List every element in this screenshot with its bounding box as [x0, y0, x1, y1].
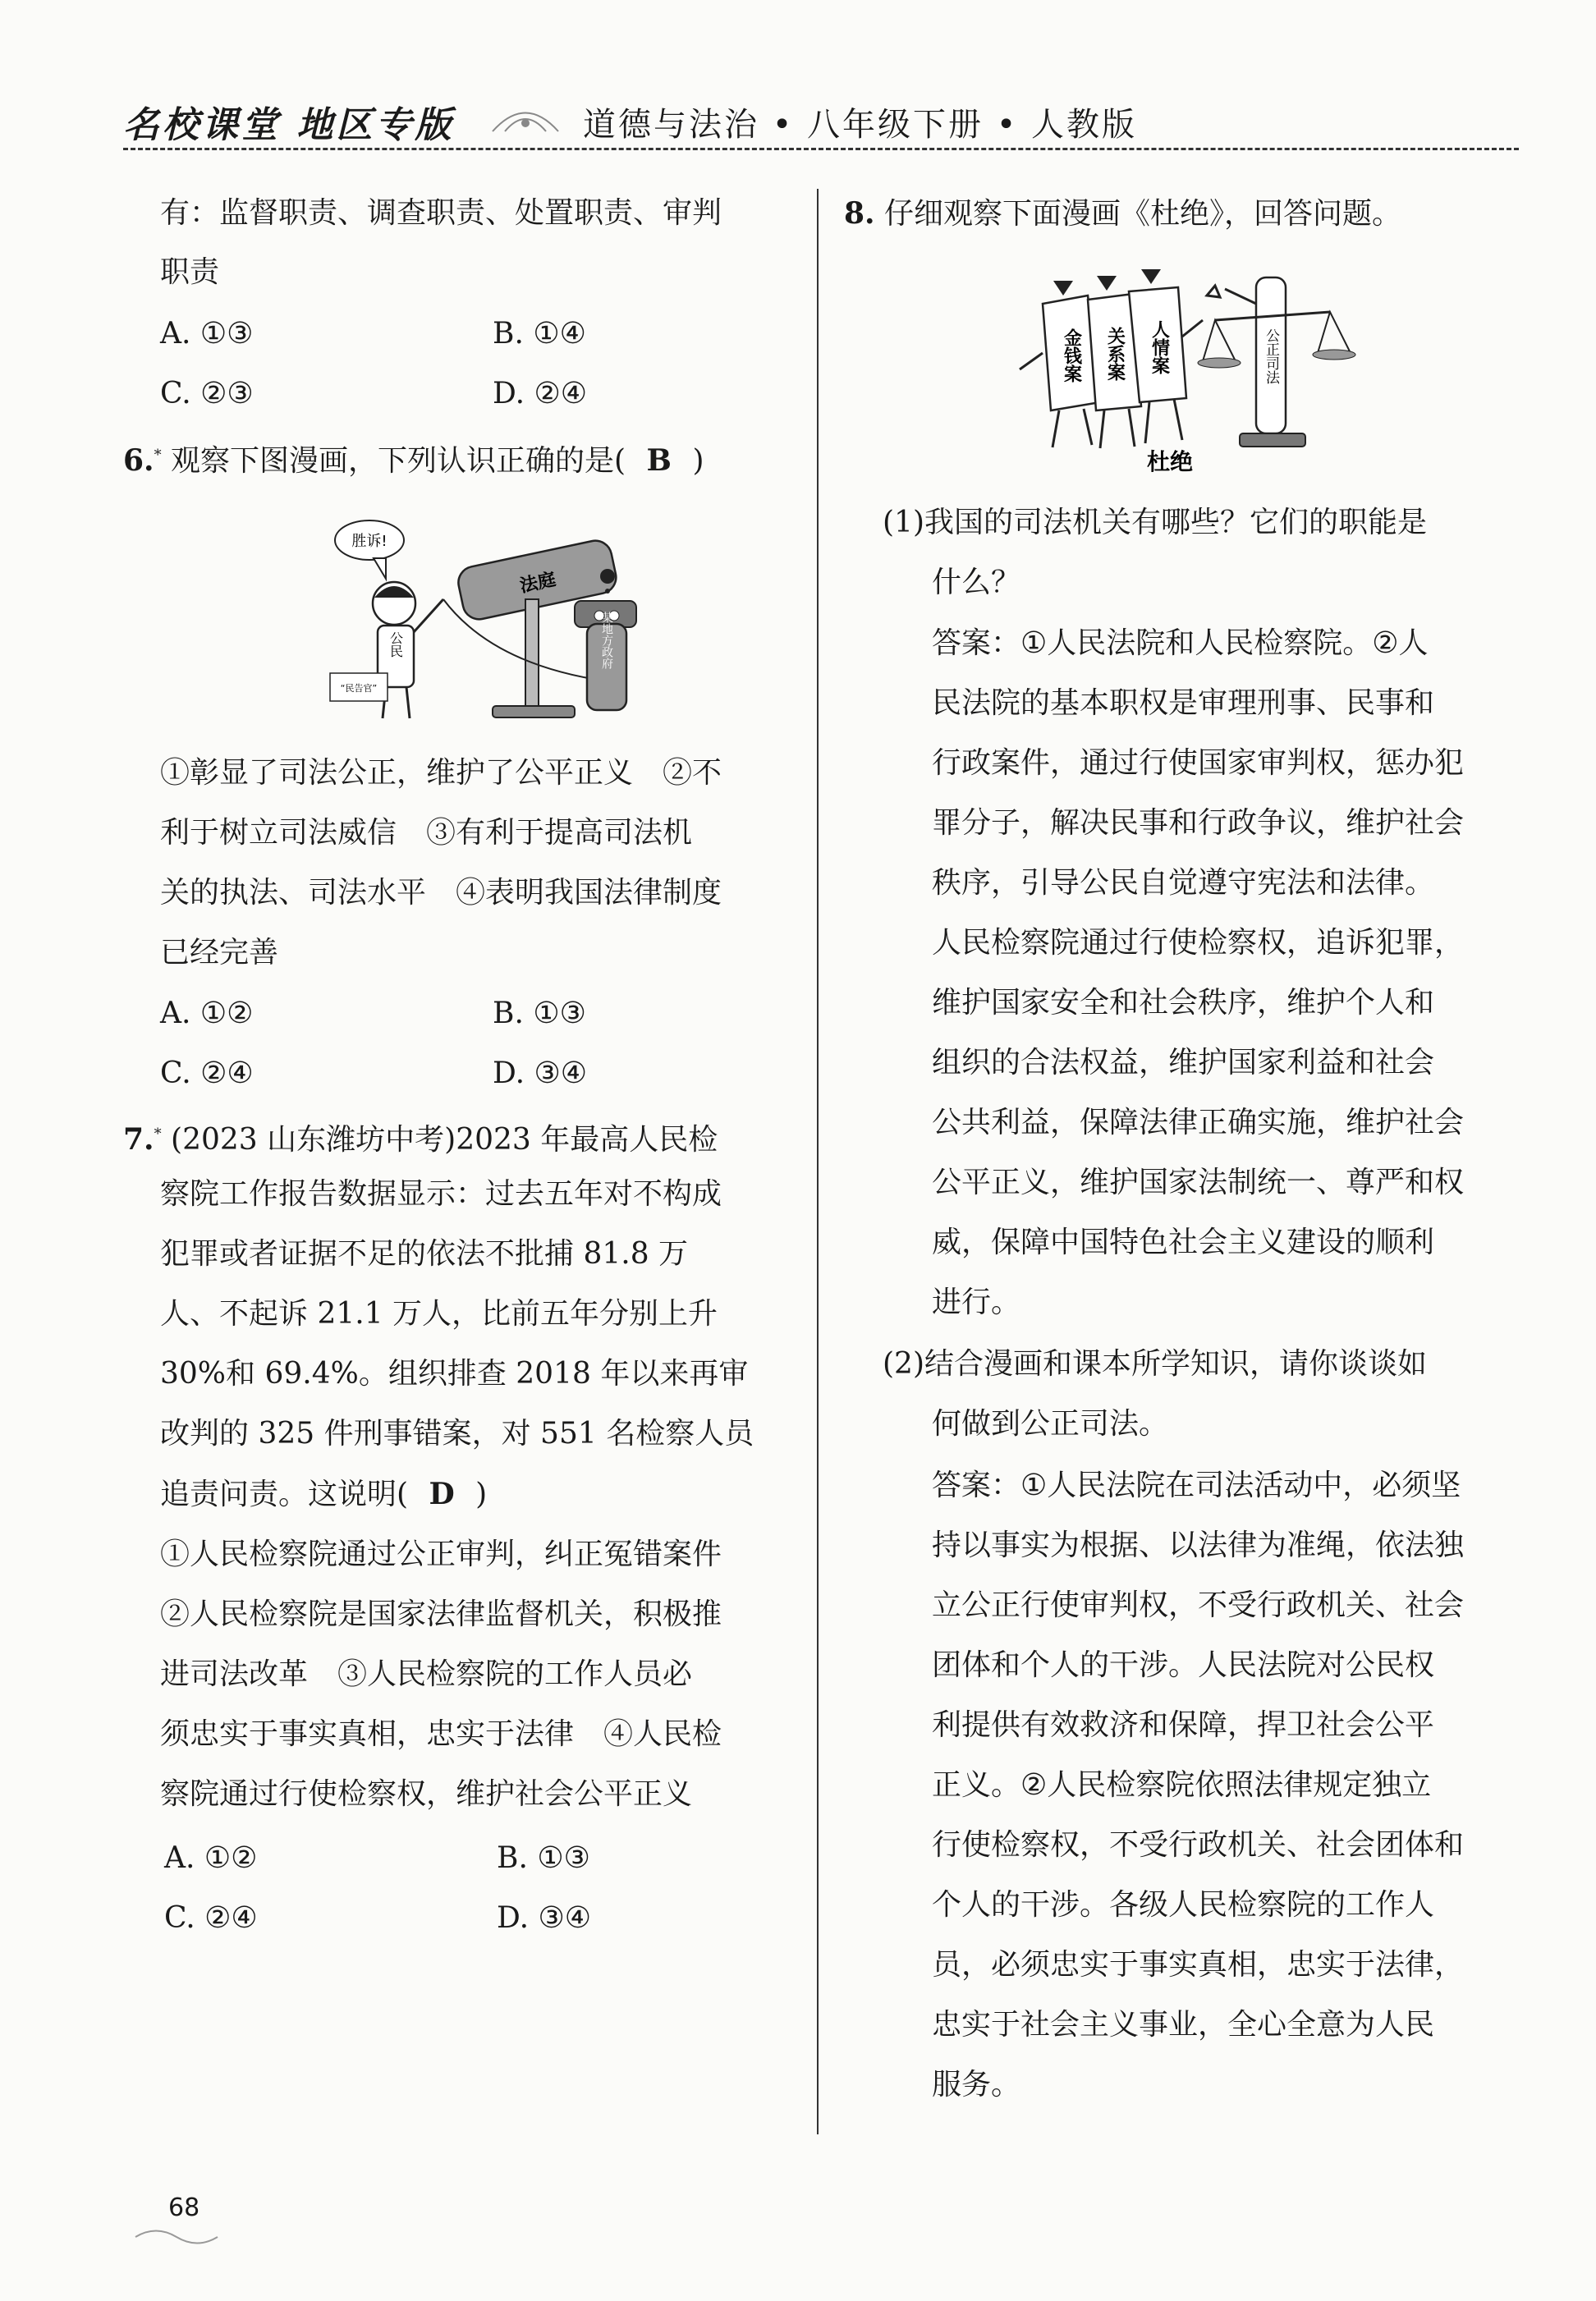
header-divider [123, 148, 1519, 150]
q7-stem-line: (2023 山东潍坊中考)2023 年最高人民检 [171, 1123, 718, 1157]
q6-stem-suffix: ) [692, 444, 704, 478]
q8-part2-answer-line: 立公正行使审判权，不受行政机关、社会 [932, 1588, 1465, 1622]
government-label: 某地方政府 [600, 612, 613, 669]
q5-text-line: 有：监督职责、调查职责、处置职责、审判 [160, 196, 722, 230]
q7-stem-line: 察院工作报告数据显示：过去五年对不构成 [160, 1177, 722, 1211]
q7-stem-last-suffix: ) [475, 1478, 488, 1511]
q5-text-line: 职责 [160, 255, 220, 289]
relation-case-label: 关系案 [1104, 327, 1126, 381]
subject-title: 道德与法治 • 八年级下册 • 人教版 [583, 106, 1138, 144]
q7-statement-line: ①人民检察院通过公正审判，纠正冤错案件 [160, 1538, 722, 1571]
q7-statement-line: 进司法改革 ③人民检察院的工作人员必 [160, 1657, 693, 1691]
q8-part2-answer-line: 行使检察权，不受行政机关、社会团体和 [932, 1828, 1465, 1862]
q6-option-c: C. ②④ [160, 1057, 254, 1090]
speech-text: 胜诉! [351, 533, 388, 550]
q8-part2-answer-line: 服务。 [932, 2068, 1021, 2102]
q8-part2-answer-line: 个人的干涉。各级人民检察院的工作人 [932, 1888, 1435, 1922]
q8-part1-answer-line: 民法院的基本职权是审理刑事、民事和 [932, 686, 1435, 720]
q6-statement-line: 利于树立司法威信 ③有利于提高司法机 [160, 816, 693, 850]
citizen-label: 公民 [388, 631, 404, 658]
q7-stem-last-prefix: 追责问责。这说明( [160, 1478, 409, 1511]
q7-stem-line: 30%和 69.4%。组织排查 2018 年以来再审 [160, 1357, 749, 1391]
cartoon-caption: 杜绝 [1146, 448, 1194, 475]
favor-case-label: 人情案 [1149, 320, 1170, 374]
q7-option-b: B. ①③ [497, 1841, 590, 1875]
q8-part1-answer-line: 公平正义，维护国家法制统一、尊严和权 [932, 1166, 1465, 1199]
q8-part1-answer-line: 威，保障中国特色社会主义建设的顺利 [932, 1226, 1435, 1259]
q7-stem-line: 人、不起诉 21.1 万人，比前五年分别上升 [160, 1297, 718, 1331]
q6-option-b: B. ①③ [493, 997, 586, 1030]
q7-answer: D [429, 1477, 455, 1511]
q8-part1-answer-line: 罪分子，解决民事和行政争议，维护社会 [932, 806, 1465, 840]
q6-statement-line: 关的执法、司法水平 ④表明我国法律制度 [160, 876, 722, 910]
q8-part2-answer-line: 团体和个人的干涉。人民法院对公民权 [932, 1648, 1435, 1682]
q7-stem-line: 犯罪或者证据不足的依法不批捕 81.8 万 [160, 1237, 689, 1271]
q5-option-d: D. ②④ [493, 377, 588, 410]
q8-part2-answer-line: 忠实于社会主义事业，全心全意为人民 [932, 2008, 1435, 2042]
q7-statement-line: 须忠实于事实真相，忠实于法律 ④人民检 [160, 1717, 722, 1751]
q5-option-b: B. ①④ [493, 317, 586, 351]
q8-part1-answer-line: 答案：①人民法院和人民检察院。②人 [932, 626, 1429, 660]
q8-part2-question: (2)结合漫画和课本所学知识，请你谈谈如 [883, 1347, 1427, 1381]
justice-label: 公正司法 [1263, 328, 1279, 384]
q7-statement-line: 察院通过行使检察权，维护社会公平正义 [160, 1777, 693, 1811]
court-cartoon [328, 509, 673, 731]
q6-statement-line: ①彰显了司法公正，维护了公平正义 ②不 [160, 756, 722, 790]
q8-part1-answer-line: 秩序，引导公民自觉遵守宪法和法律。 [932, 866, 1435, 900]
q8-part2-answer-line: 答案：①人民法院在司法活动中，必须坚 [932, 1469, 1461, 1502]
q8-part1-answer-line: 公共利益，保障法律正确实施，维护社会 [932, 1106, 1465, 1139]
q7-stem-last [160, 1476, 487, 1513]
q8-part1-answer-line: 人民检察院通过行使检察权，追诉犯罪， [932, 926, 1465, 960]
q6-statement-line: 已经完善 [160, 936, 279, 969]
hammer-label: 法庭 [518, 569, 558, 598]
q8-part1-answer-line: 进行。 [932, 1286, 1021, 1319]
q8-part1-question: 什么？ [932, 566, 1021, 599]
q8-part2-question: 何做到公正司法。 [932, 1407, 1169, 1441]
q7-option-c: C. ②④ [164, 1901, 258, 1935]
q5-option-a: A. ①③ [160, 317, 254, 351]
q7-option-d: D. ③④ [497, 1901, 592, 1935]
money-case-label: 金钱案 [1061, 328, 1082, 383]
q8-part1-answer-line: 维护国家安全和社会秩序，维护个人和 [932, 986, 1435, 1020]
q8-part2-answer-line: 员，必须忠实于事实真相，忠实于法律， [932, 1948, 1465, 1982]
q8-part2-answer-line: 利提供有效救济和保障，捍卫社会公平 [932, 1708, 1435, 1742]
q6-stem-prefix: 观察下图漫画，下列认识正确的是( [171, 444, 626, 478]
q5-option-c: C. ②③ [160, 377, 254, 410]
q6-option-a: A. ①② [160, 997, 254, 1030]
q7-stem-first: 7.* (2023 山东潍坊中考)2023 年最高人民检 [123, 1122, 718, 1157]
q7-number: 7. [123, 1122, 154, 1157]
q6-stem: 6.* 观察下图漫画，下列认识正确的是( B ) [123, 443, 704, 478]
q8-part1-question: (1)我国的司法机关有哪些？它们的职能是 [883, 506, 1427, 539]
q6-number: 6. [123, 443, 154, 478]
footer-ornament [131, 2225, 230, 2249]
q8-stem-text: 仔细观察下面漫画《杜绝》，回答问题。 [884, 197, 1402, 231]
q8-part2-answer-line: 正义。②人民检察院依照法律规定独立 [932, 1768, 1432, 1802]
q7-stem-line: 改判的 325 件刑事错案，对 551 名检察人员 [160, 1417, 754, 1451]
q8-part1-answer-line: 组织的合法权益，维护国家利益和社会 [932, 1046, 1435, 1079]
header-ornament [484, 90, 566, 148]
q6-option-d: D. ③④ [493, 1057, 588, 1090]
q8-number: 8. [844, 196, 875, 231]
dujue-cartoon [1010, 254, 1371, 476]
q6-answer: B [646, 443, 672, 478]
paper-label: “民告官” [340, 683, 378, 694]
q8-part2-answer-line: 持以事实为根据、以法律为准绳，依法独 [932, 1529, 1465, 1562]
q7-statement-line: ②人民检察院是国家法律监督机关，积极推 [160, 1597, 722, 1631]
page-number: 68 [168, 2193, 200, 2222]
q7-option-a: A. ①② [164, 1841, 258, 1875]
column-divider [817, 189, 819, 2134]
q8-part1-answer-line: 行政案件，通过行使国家审判权，惩办犯 [932, 746, 1465, 780]
brand-title: 名校课堂 地区专版 [123, 104, 455, 146]
page-header [123, 90, 1519, 156]
q8-stem [844, 195, 1401, 232]
